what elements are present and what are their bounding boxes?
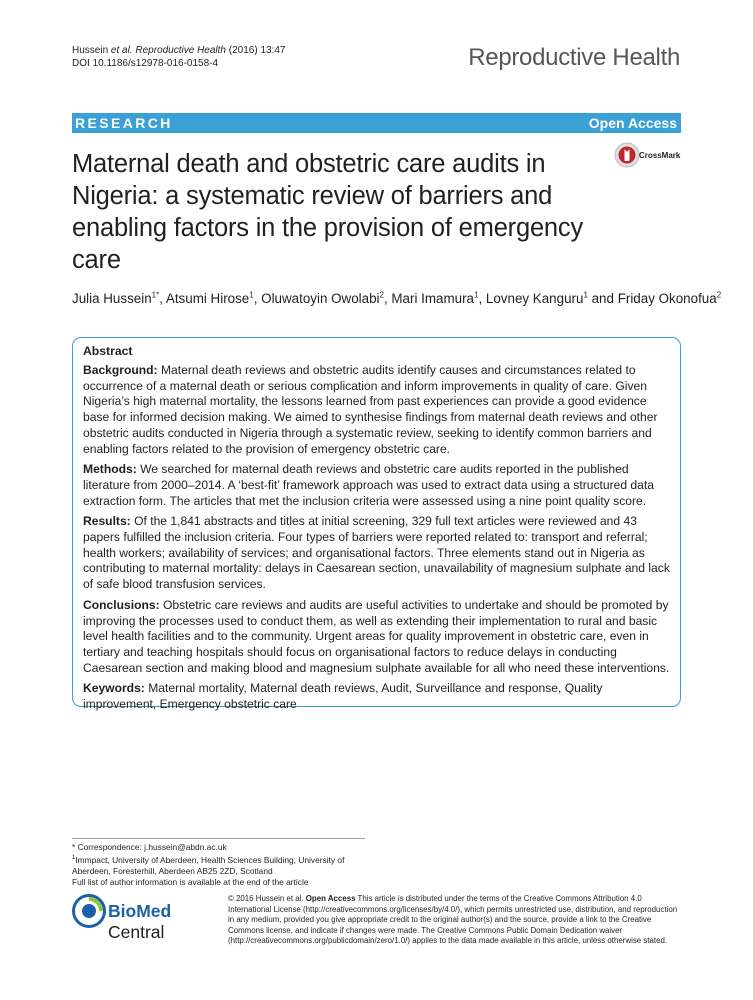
citation-journal: Reproductive Health (132, 45, 226, 56)
affiliation-marker: 1 (474, 291, 479, 300)
crossmark-label: CrossMark (639, 151, 681, 160)
author-separator: , (159, 291, 166, 307)
section-bar (72, 113, 681, 133)
abstract-box (72, 337, 681, 712)
footnote-divider (72, 838, 365, 839)
article-title: Maternal death and obstetric care audits in Nigeria: a systematic review of barriers and enabling factors in the provision of emergency care (72, 150, 584, 274)
results-text: Of the 1,841 abstracts and titles at initial screening, 329 full text articles were reviewed and 43 papers fulfilled the inclusion criteria. Four types of barriers were reported related to: transport and referral; health workers; availability of services; and organisational factors. Three elements stand out in Nigeria as contributing to maternal mortality: delays in Caesarean section, unavailability of magnesium sulphate and lack of safe blood transfusion services. (83, 514, 670, 592)
citation-authors: Hussein (72, 45, 111, 56)
affiliation-marker: 2 (379, 291, 384, 300)
affiliation-1 (72, 853, 364, 877)
crossmark-badge[interactable] (614, 142, 684, 170)
affiliation-marker: 1 (583, 291, 588, 300)
background-label: Background: (83, 363, 158, 377)
methods-text: We searched for maternal death reviews and obstetric care audits reported in the published literature from 2000–2014. A ‘best-fit’ framework approach was used to extract data using a structured data extraction form. The articles that met the inclusion criteria were assessed using a nine point quality score. (83, 462, 654, 508)
author-list (72, 291, 721, 306)
author-name: Lovney Kanguru (485, 291, 584, 307)
affiliation-marker: 2 (716, 291, 722, 300)
abstract-keywords (83, 681, 670, 712)
author-separator: , (383, 291, 392, 307)
biomed-central-wordmark (108, 901, 217, 943)
biomed-central-logo[interactable] (72, 894, 217, 942)
conclusions-label: Conclusions: (83, 597, 160, 612)
affiliation-marker: 1 (249, 291, 254, 300)
author[interactable] (261, 291, 391, 306)
affiliation-number: 1 (72, 855, 76, 862)
abstract-methods (83, 462, 670, 509)
affiliation-text: Immpact, University of Aberdeen, Health Sciences Building, University of Aberdeen, Foresterhill, Aberdeen AB25 2ZD, Scotland (72, 855, 345, 877)
author-separator: , (253, 291, 262, 307)
bmc-bio: BioMed (108, 901, 172, 921)
author-name: Atsumi Hirose (165, 291, 250, 307)
citation-header (72, 44, 285, 70)
author-name: Friday Okonofua (617, 291, 717, 307)
correspondence[interactable]: * Correspondence: j.hussein@abdn.ac.uk (72, 842, 227, 852)
footnotes (72, 842, 364, 889)
author[interactable] (486, 291, 618, 306)
full-author-info-note: Full list of author information is available at the end of the article (72, 877, 309, 888)
background-text: Maternal death reviews and obstetric audits identify causes and circumstances related to occurrence of a maternal death or serious complication and inform improvements in quality of care. Given Nigeria’s high maternal mortality, the lessons learned from past experiences can provide a good evidence base for informed decision making. We aimed to synthesise findings from maternal death reviews and other obstetric audits conducted in Nigeria through a systematic review, seeking to identify common barriers and enabling factors related to the provision of emergency obstetric care. (83, 363, 658, 456)
keywords-text: Maternal mortality, Maternal death reviews, Audit, Surveillance and response, Quality improvement, Emergency obstetric care (83, 681, 603, 712)
results-label: Results: (83, 514, 131, 529)
author-separator: , (478, 291, 486, 307)
author[interactable] (391, 291, 486, 306)
citation-et-al: et al. (110, 45, 133, 56)
license-copyright: © 2016 Hussein et al. (228, 894, 306, 903)
license-open-access: Open Access (305, 894, 356, 903)
keywords-label: Keywords: (83, 681, 145, 696)
author-name: Mari Imamura (391, 291, 474, 307)
doi[interactable]: DOI 10.1186/s12978-016-0158-4 (72, 58, 219, 69)
bmc-central: Central (108, 922, 165, 942)
journal-name: Reproductive Health (468, 44, 680, 71)
author[interactable] (166, 291, 261, 306)
crossmark-icon (614, 142, 640, 168)
author[interactable] (618, 291, 721, 306)
citation-year-volume: (2016) 13:47 (225, 45, 286, 56)
license-text: This article is distributed under the terms of the Creative Commons Attribution 4.0 International License (http://creativecommons.org/licenses/by/4.0/), which permits unrestricted use, distribution, and reproduction in any medium, provided you give appropriate credit to the original author(s) and the source, provide a link to the Creative Commons license, and indicate if changes were made. The Creative Commons Public Domain Dedication waiver (http://creativecommons.org/publicdomain/zero/1.0/) applies to the data made available in this article, unless otherwise stated. (228, 894, 678, 946)
biomed-central-icon (72, 894, 106, 928)
methods-label: Methods: (83, 462, 137, 477)
license-statement (228, 894, 683, 947)
section-label: RESEARCH (75, 115, 173, 131)
abstract-results (83, 514, 670, 593)
open-access-label: Open Access (588, 115, 677, 131)
affiliation-marker: 1* (151, 291, 160, 300)
author[interactable] (72, 291, 166, 306)
citation-line (72, 44, 285, 57)
abstract-background (83, 363, 670, 457)
abstract-heading: Abstract (83, 344, 133, 358)
abstract-conclusions (83, 598, 670, 677)
conclusions-text: Obstetric care reviews and audits are useful activities to undertake and should be promoted by improving the processes used to conduct them, as well as extending their implementation to rural and basic level health facilities and to the community. Urgent areas for quality improvement in obstetric care, even in tertiary and teaching hospitals should focus on organisational factors to reduce delays in conducting Caesarean section and making blood and magnesium sulphate available for all who need these interventions. (83, 597, 670, 675)
author-name: Oluwatoyin Owolabi (261, 291, 380, 307)
author-separator: and (587, 291, 618, 307)
author-name: Julia Hussein (72, 291, 152, 307)
